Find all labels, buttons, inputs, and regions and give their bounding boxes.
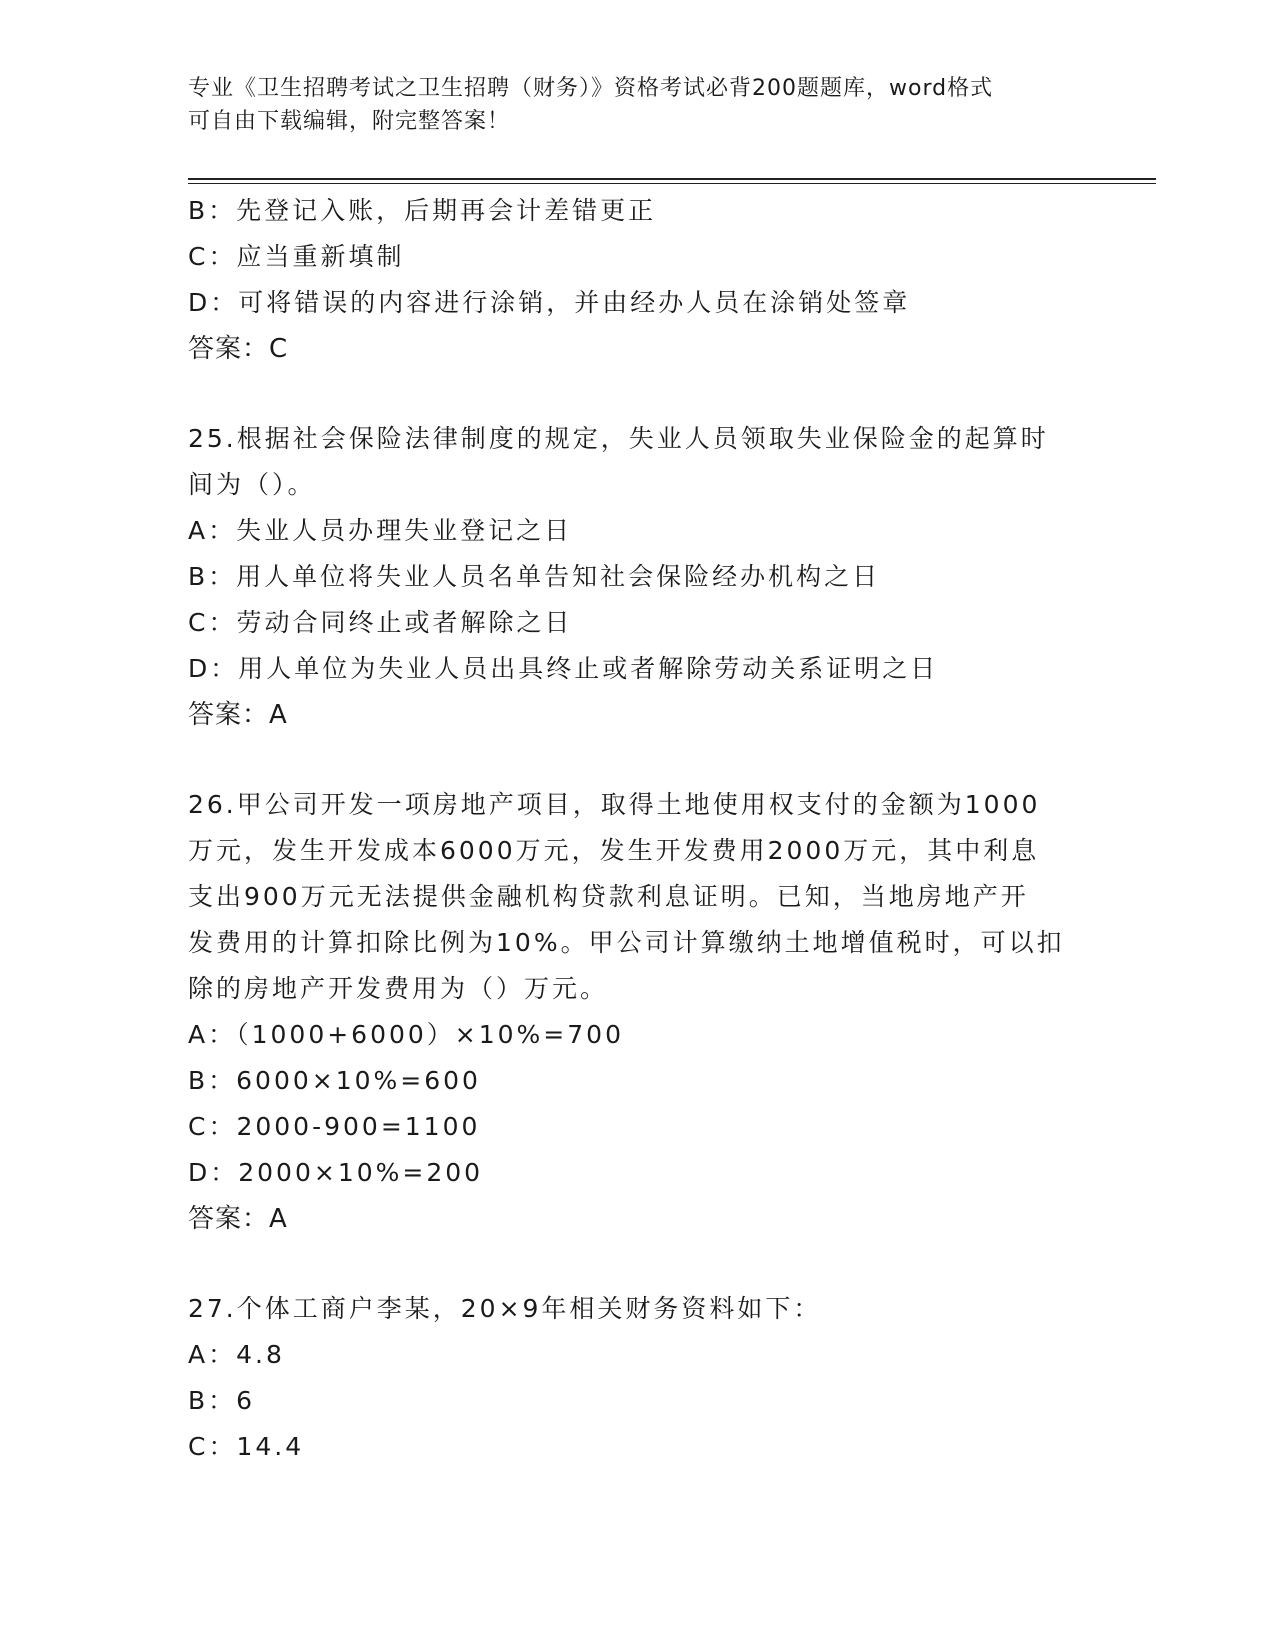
question-stem: 发费用的计算扣除比例为10%。甲公司计算缴纳土地增值税时，可以扣 xyxy=(188,928,1065,957)
option-c: C：14.4 xyxy=(188,1432,305,1461)
option-a: A：失业人员办理失业登记之日 xyxy=(188,516,573,545)
option-b: B：6 xyxy=(188,1386,256,1415)
header-line-1: 专业《卫生招聘考试之卫生招聘（财务）》资格考试必背200题题库，word格式 xyxy=(188,76,994,101)
question-stem: 支出900万元无法提供金融机构贷款利息证明。已知，当地房地产开 xyxy=(188,882,1029,911)
option-c: C：劳动合同终止或者解除之日 xyxy=(188,608,573,637)
header-divider xyxy=(188,178,1156,184)
option-d: D：可将错误的内容进行涂销，并由经办人员在涂销处签章 xyxy=(188,288,911,317)
page-header xyxy=(188,72,1088,138)
answer: 答案：A xyxy=(188,700,288,730)
question-27 xyxy=(188,1286,1088,1470)
option-a: A：（1000+6000）×10%=700 xyxy=(188,1020,624,1049)
question-26 xyxy=(188,782,1088,1242)
answer: 答案：C xyxy=(188,334,289,364)
question-25 xyxy=(188,416,1088,738)
question-stem: 25.根据社会保险法律制度的规定，失业人员领取失业保险金的起算时 xyxy=(188,424,1049,453)
option-c: C：2000-900=1100 xyxy=(188,1112,481,1141)
question-stem: 除的房地产开发费用为（）万元。 xyxy=(188,974,609,1003)
question-stem: 间为（）。 xyxy=(188,470,316,499)
answer: 答案：A xyxy=(188,1204,288,1234)
question-stem: 26.甲公司开发一项房地产项目，取得土地使用权支付的金额为1000 xyxy=(188,790,1041,819)
option-d: D：用人单位为失业人员出具终止或者解除劳动关系证明之日 xyxy=(188,654,939,683)
option-d: D：2000×10%=200 xyxy=(188,1158,484,1187)
option-b: B：6000×10%=600 xyxy=(188,1066,481,1095)
question-stem: 27.个体工商户李某，20×9年相关财务资料如下： xyxy=(188,1294,822,1323)
header-line-2: 可自由下载编辑，附完整答案！ xyxy=(188,109,511,134)
document-body xyxy=(188,188,1088,1470)
option-b: B：先登记入账，后期再会计差错更正 xyxy=(188,196,657,225)
option-c: C：应当重新填制 xyxy=(188,242,405,271)
option-a: A：4.8 xyxy=(188,1340,285,1369)
question-stem: 万元，发生开发成本6000万元，发生开发费用2000万元，其中利息 xyxy=(188,836,1040,865)
question-24-tail xyxy=(188,188,1088,372)
option-b: B：用人单位将失业人员名单告知社会保险经办机构之日 xyxy=(188,562,881,591)
